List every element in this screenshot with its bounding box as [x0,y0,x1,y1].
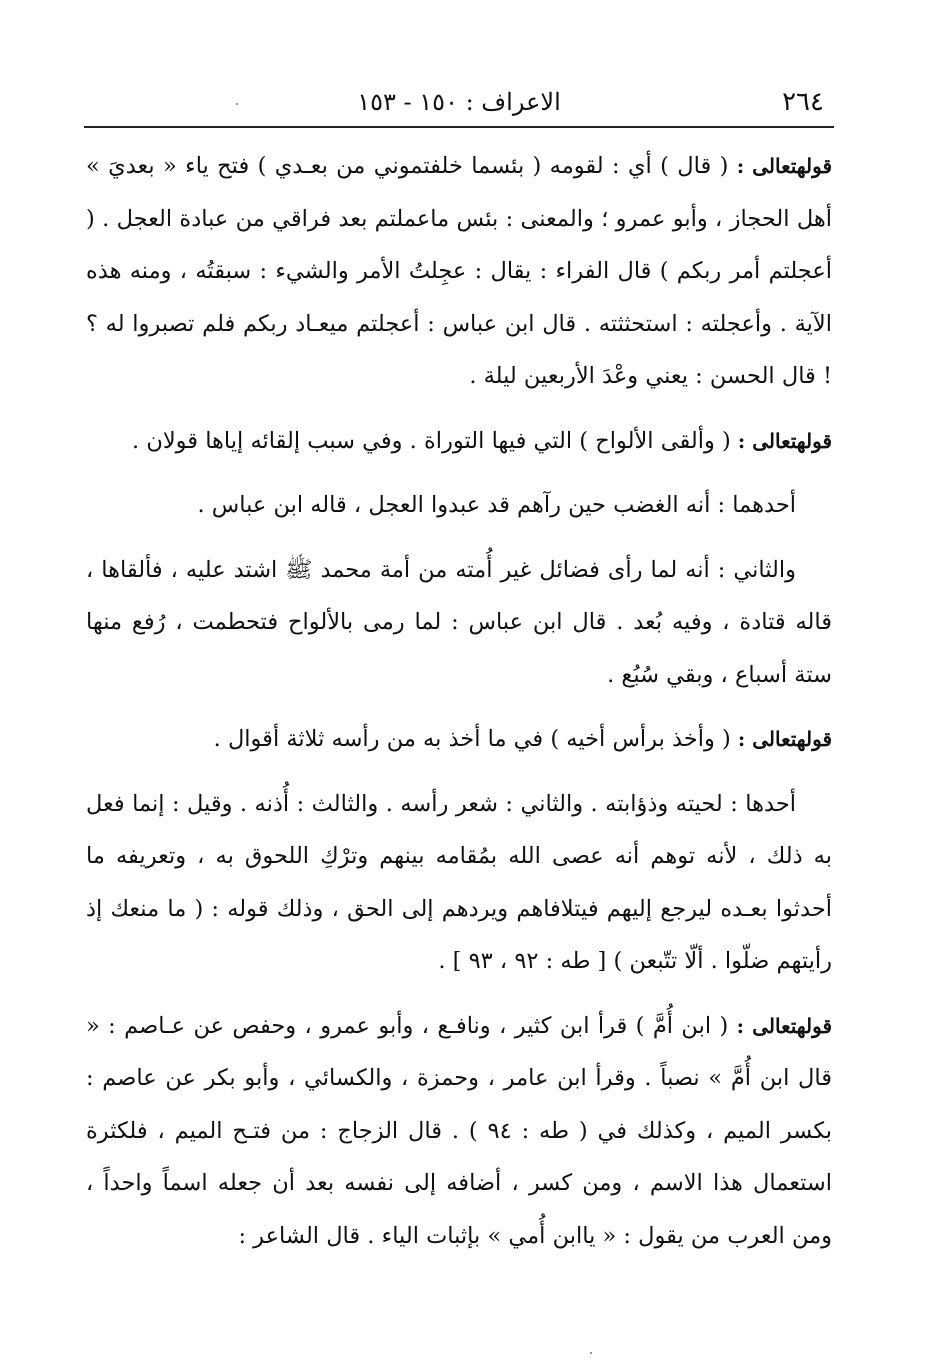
paragraph-text: أحدها : لحيته وذؤابته . والثاني : شعر رأسه . والثالث : أُذنه . وقيل : إنما فعل به ذلك ، لأنه توهم أنه عصى الله بمُقامه بينهم وترْكِ اللحوق به ، وتعريفه ما أحدثوا بعـده ليرجع إليهم فيتلافاهم ويردهم إلى الحق ، وذلك قوله : ( ما منعك إذ رأيتهم ضلّوا . ألّا تتّبعن ) [ طه : ٩٢ ، ٩٣ ] . [86,790,832,974]
paragraph [86,544,832,702]
running-title: الاعراف : ١٥٠ - ١٥٣ [357,88,561,116]
scan-speck [590,1352,592,1354]
paragraph [86,479,832,532]
header-rule [84,126,834,128]
verse-lead: قولهتعالى : [737,727,832,751]
page-header [88,84,830,124]
paragraph-text: ( قال ) أي : لقومه ( بئسما خلفتموني من بعـدي ) فتح ياء « بعديَ » أهل الحجاز ، وأبو عمرو ؛ والمعنى : بئس ماعملتم بعد فراقي من عبادة العجل . ( أعجلتم أمر ربكم ) قال الفراء : يقال : عجِلتُ الأمر والشيء : سبقتُه ، ومنه هذه الآية . وأعجلته : استحثثته . قال ابن عباس : أعجلتم ميعـاد ربكم فلم تصبروا له ؟ ! قال الحسن : يعني وعْدَ الأربعين ليلة . [86,153,832,389]
paragraph [86,778,832,988]
paragraph-text: ( ابن أُمَّ ) قرأ ابن كثير ، ونافـع ، وأبو عمرو ، وحفص عن عـاصم : « قال ابن أُمَّ » نصباً . وقرأ ابن عامر ، وحمزة ، والكسائي ، وأبو بكر عن عاصم : بكسر الميم ، وكذلك في ( طه : ٩٤ ) . قال الزجاج : من فتـح الميم ، فلكثرة استعمال هذا الاسم ، ومن كسر ، أضافه إلى نفسه بعد أن جعله اسماً واحداً ، ومن العرب من يقول : « ياابن أُمي » بإثبات الياء . قال الشاعر : [86,1012,833,1249]
page-body [86,140,832,1274]
paragraph-text: والثاني : أنه لما رأى فضائل غير أُمته من أمة محمد ﷺ اشتد عليه ، فألقاها ، قاله قتادة ، وفيه بُعد . قال ابن عباس : لما رمى بالألواح فتحطمت ، رُفع منها ستة أسباع ، وبقي سُبُع . [86,556,832,688]
paragraph-text: ( وأخذ برأس أخيه ) في ما أخذ به من رأسه ثلاثة أقوال . [213,726,731,752]
paragraph [86,140,832,403]
verse-lead: قولهتعالى : [736,154,833,178]
scan-speck [236,103,238,105]
paragraph [86,415,832,468]
paragraph-text: ( وألقى الألواح ) التي فيها التوراة . وفي سبب إلقائه إياها قولان . [132,427,731,454]
paragraph [86,1000,832,1263]
page-number: ٢٦٤ [782,87,824,117]
verse-lead: قولهتعالى : [736,1013,833,1038]
verse-lead: قولهتعالى : [737,428,832,453]
paragraph-text: أحدهما : أنه الغضب حين رآهم قد عبدوا العجل ، قاله ابن عباس . [197,492,796,518]
paragraph [86,713,832,766]
